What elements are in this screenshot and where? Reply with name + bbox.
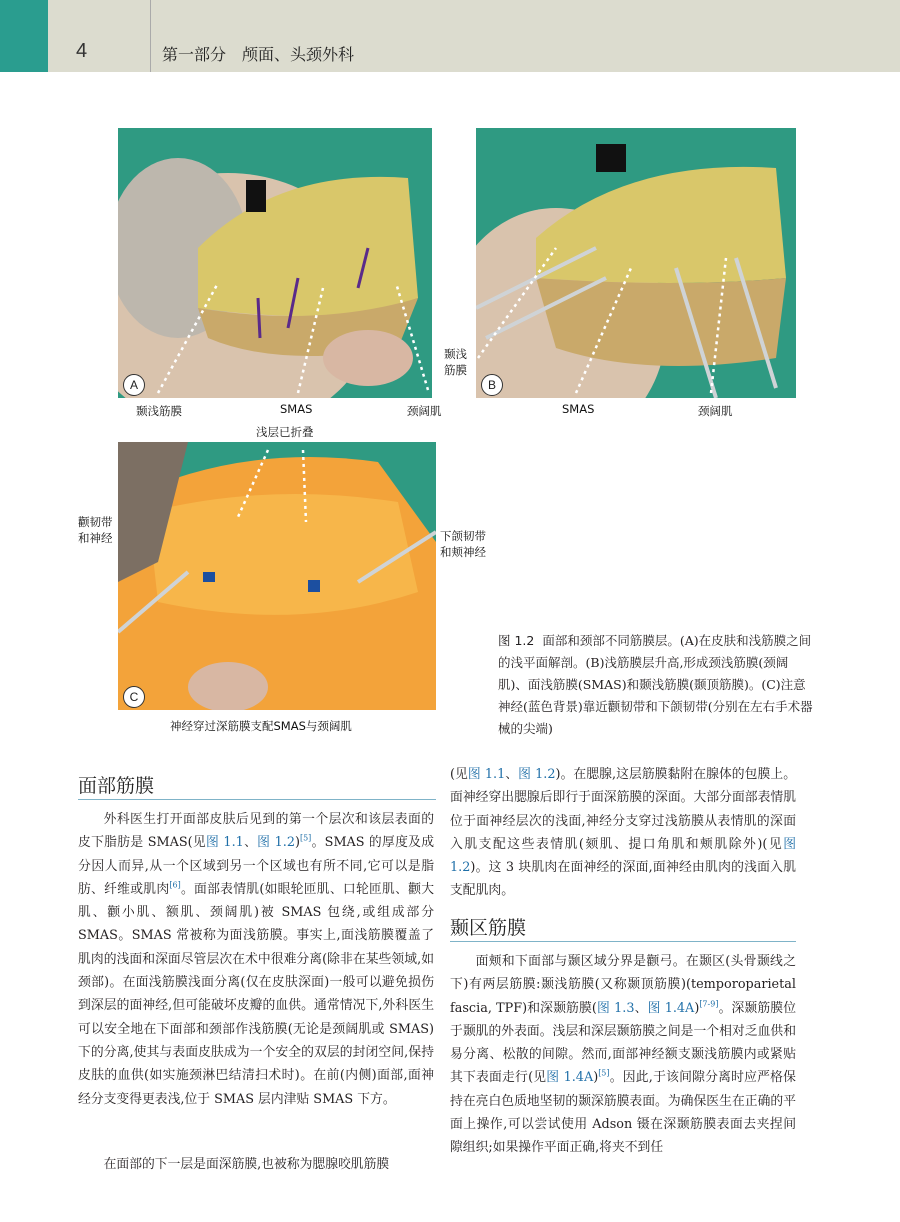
paragraph-left-1: 外科医生打开面部皮肤后见到的第一个层次和该层表面的皮下脂肪是 SMAS(见图 1.1、图 1.2)[5]。SMAS 的厚度及成分因人而异,从一个区域到另一个区域也有所不同,它可以是脂肪、纤维或肌肉[6]。面部表情肌(如眼轮匝肌、口轮匝肌、颧大肌、颧小肌、额肌、颈阔肌)被 SMAS 包绕,或组成部分 SMAS。SMAS 常被称为面浅筋膜。事实上,面浅筋膜覆盖了肌肉的浅面和深面尽管层次在术中很难分离(除非在某些领域,如颈部)。在面浅筋膜浅面分离(仅在皮肤深面)一般可以避免损伤到深层的面神经,但可能破坏皮瓣的血供。通常情况下,外科医生可以安全地在下面部和颈部作浅筋膜(无论是颈阔肌或 SMAS)下的分离,使其与表面皮肤成为一个安全的双层的封闭空间,保持皮肤的血供(如实施颈淋巴结清扫术时)。在前(内侧)面部,面神经分支变得更表浅,位于 SMAS 层内津贴 SMAS 下方。 <box>78 812 435 1107</box>
citation[interactable]: [6] <box>169 880 181 890</box>
figure-caption <box>498 630 818 740</box>
figure-ref-link[interactable]: 图 1.3 <box>596 1000 635 1016</box>
figure-photo-a <box>118 128 432 398</box>
heading-temporal-fascia: 颞区筋膜 <box>450 917 527 939</box>
label-b-platysma: 颈阔肌 <box>698 404 733 418</box>
figure-ref-link[interactable]: 图 1.4A <box>546 1070 594 1086</box>
figure-ref-link[interactable]: 图 1.2 <box>257 835 295 851</box>
label-c-mandibular-1: 下颌韧带 <box>440 529 486 543</box>
citation[interactable]: [7-9] <box>699 999 719 1009</box>
section-title: 第一部分 颅面、头颈外科 <box>162 45 355 64</box>
page-number: 4 <box>76 40 88 62</box>
figure-ref-link[interactable]: 图 1.1 <box>467 767 506 782</box>
figure-ref-link[interactable]: 图 1.2 <box>450 836 796 876</box>
label-a-platysma: 颈阔肌 <box>407 404 442 418</box>
caption-label: 图 1.2 <box>498 633 535 648</box>
citation[interactable]: [5] <box>299 834 312 844</box>
panel-badge-b: B <box>481 374 503 396</box>
header-accent <box>0 0 48 72</box>
label-c-folded: 浅层已折叠 <box>256 425 314 439</box>
figure-photo-b <box>476 128 796 398</box>
paragraph-right-1: (见图 1.1、图 1.2)。在腮腺,这层筋膜黏附在腺体的包膜上。面神经穿出腮腺后即行于面深筋膜的深面。大部分面部表情肌位于面神经层次的浅面,神经分支穿过浅筋膜从表情肌的深面入肌支配这些表情肌(颏肌、提口角肌和颊肌除外)(见图 1.2)。这 3 块肌肉在面神经的深面,面神经由肌肉的浅面入肌支配肌肉。 <box>450 767 797 899</box>
paragraph-right-2: 面颊和下面部与颞区域分界是颧弓。在颞区(头骨颞线之下)有两层筋膜:颞浅筋膜(又称颞顶筋膜)(temporoparietal fascia, TPF)和深颞筋膜(图 1.3、图 1.4A)[7-9]。深颞筋膜位于颞肌的外表面。浅层和深层颞筋膜之间是一个相对乏血供和易分离、松散的间隙。然而,面部神经额支颞浅筋膜内或紧贴其下表面走行(见图 1.4A)[5]。因此,于该间隙分离时应严格保持在亮白色质地坚韧的颞深筋膜表面。为确保医生在正确的平面上操作,可以尝试使用 Adson 镊在深颞筋膜表面去夹捏间隙组织;如果操作平面正确,将夹不到任 <box>450 954 797 1156</box>
figure-ref-link[interactable]: 图 1.1 <box>206 835 244 851</box>
panel-badge-c: C <box>123 686 145 708</box>
label-c-bottom: 神经穿过深筋膜支配SMAS与颈阔肌 <box>170 719 352 733</box>
label-c-zygomatic-1: 颧韧带 <box>78 515 113 529</box>
paragraph-left-2: 在面部的下一层是面深筋膜,也被称为腮腺咬肌筋膜 <box>103 1157 390 1172</box>
citation[interactable]: [5] <box>598 1069 610 1079</box>
figure-photo-c <box>118 442 436 710</box>
caption-text: 面部和颈部不同筋膜层。(A)在皮肤和浅筋膜之间的浅平面解剖。(B)浅筋膜层升高,形成颈浅筋膜(颈阔肌)、面浅筋膜(SMAS)和颞浅筋膜(颞顶筋膜)。(C)注意神经(蓝色背景)靠近颧韧带和下颌韧带(分别在左右手术器械的尖端) <box>498 633 813 736</box>
page-header <box>0 0 900 72</box>
figure-ref-link[interactable]: 图 1.4A <box>647 1000 695 1016</box>
figure-ref-link[interactable]: 图 1.2 <box>518 767 556 782</box>
label-b-smas: SMAS <box>562 402 595 416</box>
heading-rule-right <box>450 941 796 942</box>
heading-facial-fascia: 面部筋膜 <box>78 775 155 797</box>
label-c-zygomatic-2: 和神经 <box>78 531 113 545</box>
heading-rule-left <box>78 799 436 800</box>
panel-badge-a: A <box>123 374 145 396</box>
label-b-temporal-fascia-2: 筋膜 <box>444 363 467 377</box>
label-c-mandibular-2: 和颊神经 <box>440 545 486 559</box>
label-a-smas: SMAS <box>280 402 313 416</box>
label-a-temporal-fascia: 颞浅筋膜 <box>136 404 182 418</box>
header-divider <box>150 0 151 72</box>
label-b-temporal-fascia-1: 颞浅 <box>444 347 467 361</box>
